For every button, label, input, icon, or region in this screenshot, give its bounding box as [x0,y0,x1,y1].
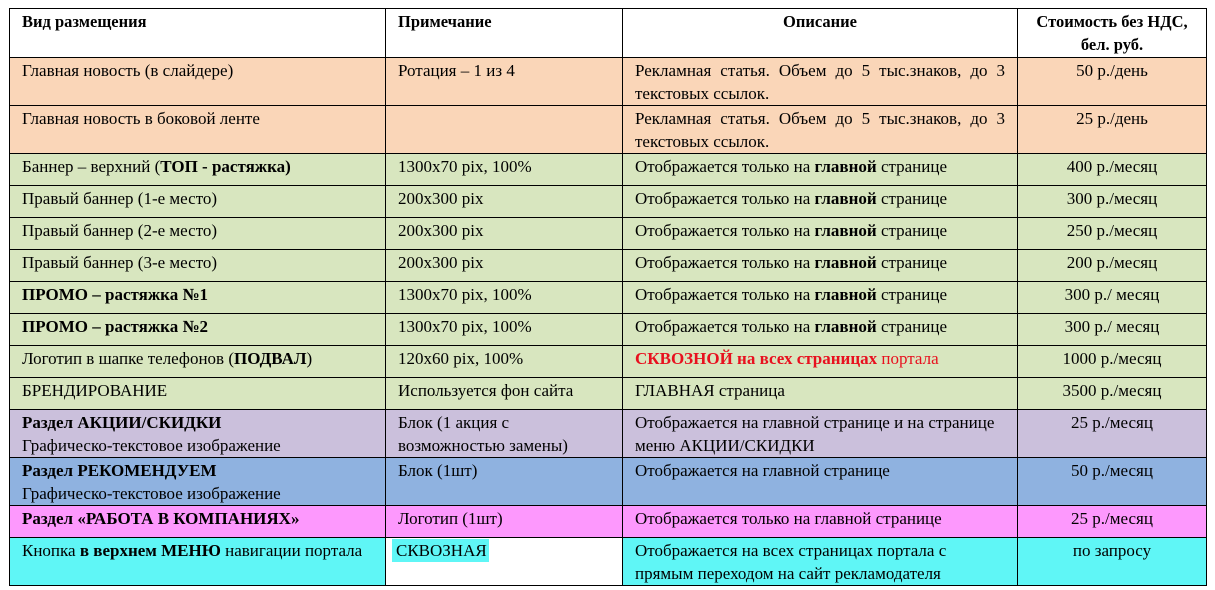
table-row [10,58,1207,106]
cell-price: 250 р./месяц [1018,218,1207,250]
header-description: Описание [623,9,1018,58]
cell-price: 25 р./месяц [1018,506,1207,538]
table-header-row [10,9,1207,58]
note-text: Ротация – 1 из 4 [398,61,515,80]
table-row [10,506,1207,538]
type-text: Баннер – верхний ( [22,157,161,176]
table-row [10,154,1207,186]
cell-note: 200х300 pix [386,186,623,218]
cell-note: 1300х70 pix, 100% [386,314,623,346]
table-row [10,282,1207,314]
cell-description [623,218,1018,250]
desc-text: Отображается только на [635,285,815,304]
cell-price: по запросу [1018,538,1207,586]
type-text-end: ) [306,349,313,368]
table-row [10,250,1207,282]
type-text: Кнопка [22,541,80,560]
cell-description [623,346,1018,378]
type-text-end: навигации портала [220,541,363,560]
type-bold-text: в верхнем МЕНЮ [79,541,221,560]
cell-price: 3500 р./месяц [1018,378,1207,410]
cell-price: 300 р./ месяц [1018,282,1207,314]
cell-type: Раздел «РАБОТА В КОМПАНИЯХ» [10,506,386,538]
cell-description: Рекламная статья. Объем до 5 тыс.знаков, до 3 текстовых ссылок. [623,106,1018,154]
cell-description: Отображается на главной странице [623,458,1018,506]
desc-bold-text: главной [814,221,877,240]
desc-text-end: странице [876,285,948,304]
cell-price: 1000 р./месяц [1018,346,1207,378]
cell-price: 200 р./месяц [1018,250,1207,282]
cell-type [10,154,386,186]
cell-note: Используется фон сайта [386,378,623,410]
cell-price: 400 р./месяц [1018,154,1207,186]
cell-price: 50 р./месяц [1018,458,1207,506]
cell-note: 1300х70 pix, 100% [386,282,623,314]
desc-bold-text: главной [814,189,877,208]
cell-note: 120х60 pix, 100% [386,346,623,378]
desc-text-end: странице [876,157,948,176]
desc-text: Отображается только на [635,221,815,240]
cell-type [10,410,386,458]
cell-description: Отображается на всех страницах портала с прямым переходом на сайт рекламодателя [623,538,1018,586]
pricing-table [9,8,1207,586]
desc-text: Отображается только на [635,189,815,208]
cell-price: 25 р./день [1018,106,1207,154]
table-row [10,458,1207,506]
cell-description [623,314,1018,346]
table-row [10,314,1207,346]
cell-note: 200х300 pix [386,250,623,282]
desc-bold-text: главной [814,157,877,176]
cell-type: Правый баннер (1-е место) [10,186,386,218]
table-row [10,538,1207,586]
cell-note: Блок (1 акция с возможностью замены) [386,410,623,458]
cell-price: 50 р./день [1018,58,1207,106]
cell-description [623,282,1018,314]
desc-text: Отображается только на [635,317,815,336]
type-bold-text: ТОП - растяжка) [160,157,291,176]
cell-description: ГЛАВНАЯ страница [623,378,1018,410]
table-row [10,346,1207,378]
cell-description [623,154,1018,186]
cell-description: Рекламная статья. Объем до 5 тыс.знаков, до 3 текстовых ссылок. [623,58,1018,106]
cell-type: Главная новость (в слайдере) [10,58,386,106]
cell-note [386,58,623,106]
cell-description: Отображается на главной странице и на странице меню АКЦИИ/СКИДКИ [623,410,1018,458]
cell-price: 25 р./месяц [1018,410,1207,458]
desc-text-end: странице [876,253,948,272]
desc-text-end: портала [877,349,939,368]
cell-description: Отображается только на главной странице [623,506,1018,538]
desc-bold-text: СКВОЗНОЙ на всех страницах [635,349,878,368]
type-bold-text: Раздел РЕКОМЕНДУЕМ [22,461,217,480]
desc-bold-text: главной [814,317,877,336]
cell-note: Логотип (1шт) [386,506,623,538]
type-bold-text: ПОДВАЛ [234,349,307,368]
cell-note [386,106,623,154]
cell-type: Главная новость в боковой ленте [10,106,386,154]
desc-bold-text: главной [814,285,877,304]
table-row [10,218,1207,250]
table-row [10,410,1207,458]
type-subtext: Графическо-текстовое изображение [22,484,281,503]
cell-type: Правый баннер (2-е место) [10,218,386,250]
type-text: Логотип в шапке телефонов ( [22,349,234,368]
cell-type: ПРОМО – растяжка №1 [10,282,386,314]
cell-description [623,250,1018,282]
desc-bold-text: главной [814,253,877,272]
cell-note [386,538,623,586]
header-note: Примечание [386,9,623,58]
cell-type [10,538,386,586]
cell-price: 300 р./ месяц [1018,314,1207,346]
type-bold-text: Раздел АКЦИИ/СКИДКИ [22,413,222,432]
type-subtext: Графическо-текстовое изображение [22,436,281,455]
cell-type: БРЕНДИРОВАНИЕ [10,378,386,410]
table-row [10,186,1207,218]
cell-price: 300 р./месяц [1018,186,1207,218]
cell-note: Блок (1шт) [386,458,623,506]
desc-text-end: странице [876,317,948,336]
cell-type [10,458,386,506]
header-price: Стоимость без НДС, бел. руб. [1018,9,1207,58]
cell-note: 200х300 pix [386,218,623,250]
header-type: Вид размещения [10,9,386,58]
desc-text-end: странице [876,189,948,208]
desc-text-end: странице [876,221,948,240]
cell-note: 1300х70 pix, 100% [386,154,623,186]
cell-type [10,346,386,378]
desc-text: Отображается только на [635,157,815,176]
cell-type: ПРОМО – растяжка №2 [10,314,386,346]
note-highlight: СКВОЗНАЯ [392,539,489,562]
cell-type: Правый баннер (3-е место) [10,250,386,282]
table-row [10,106,1207,154]
cell-description [623,186,1018,218]
table-row [10,378,1207,410]
desc-text: Отображается только на [635,253,815,272]
